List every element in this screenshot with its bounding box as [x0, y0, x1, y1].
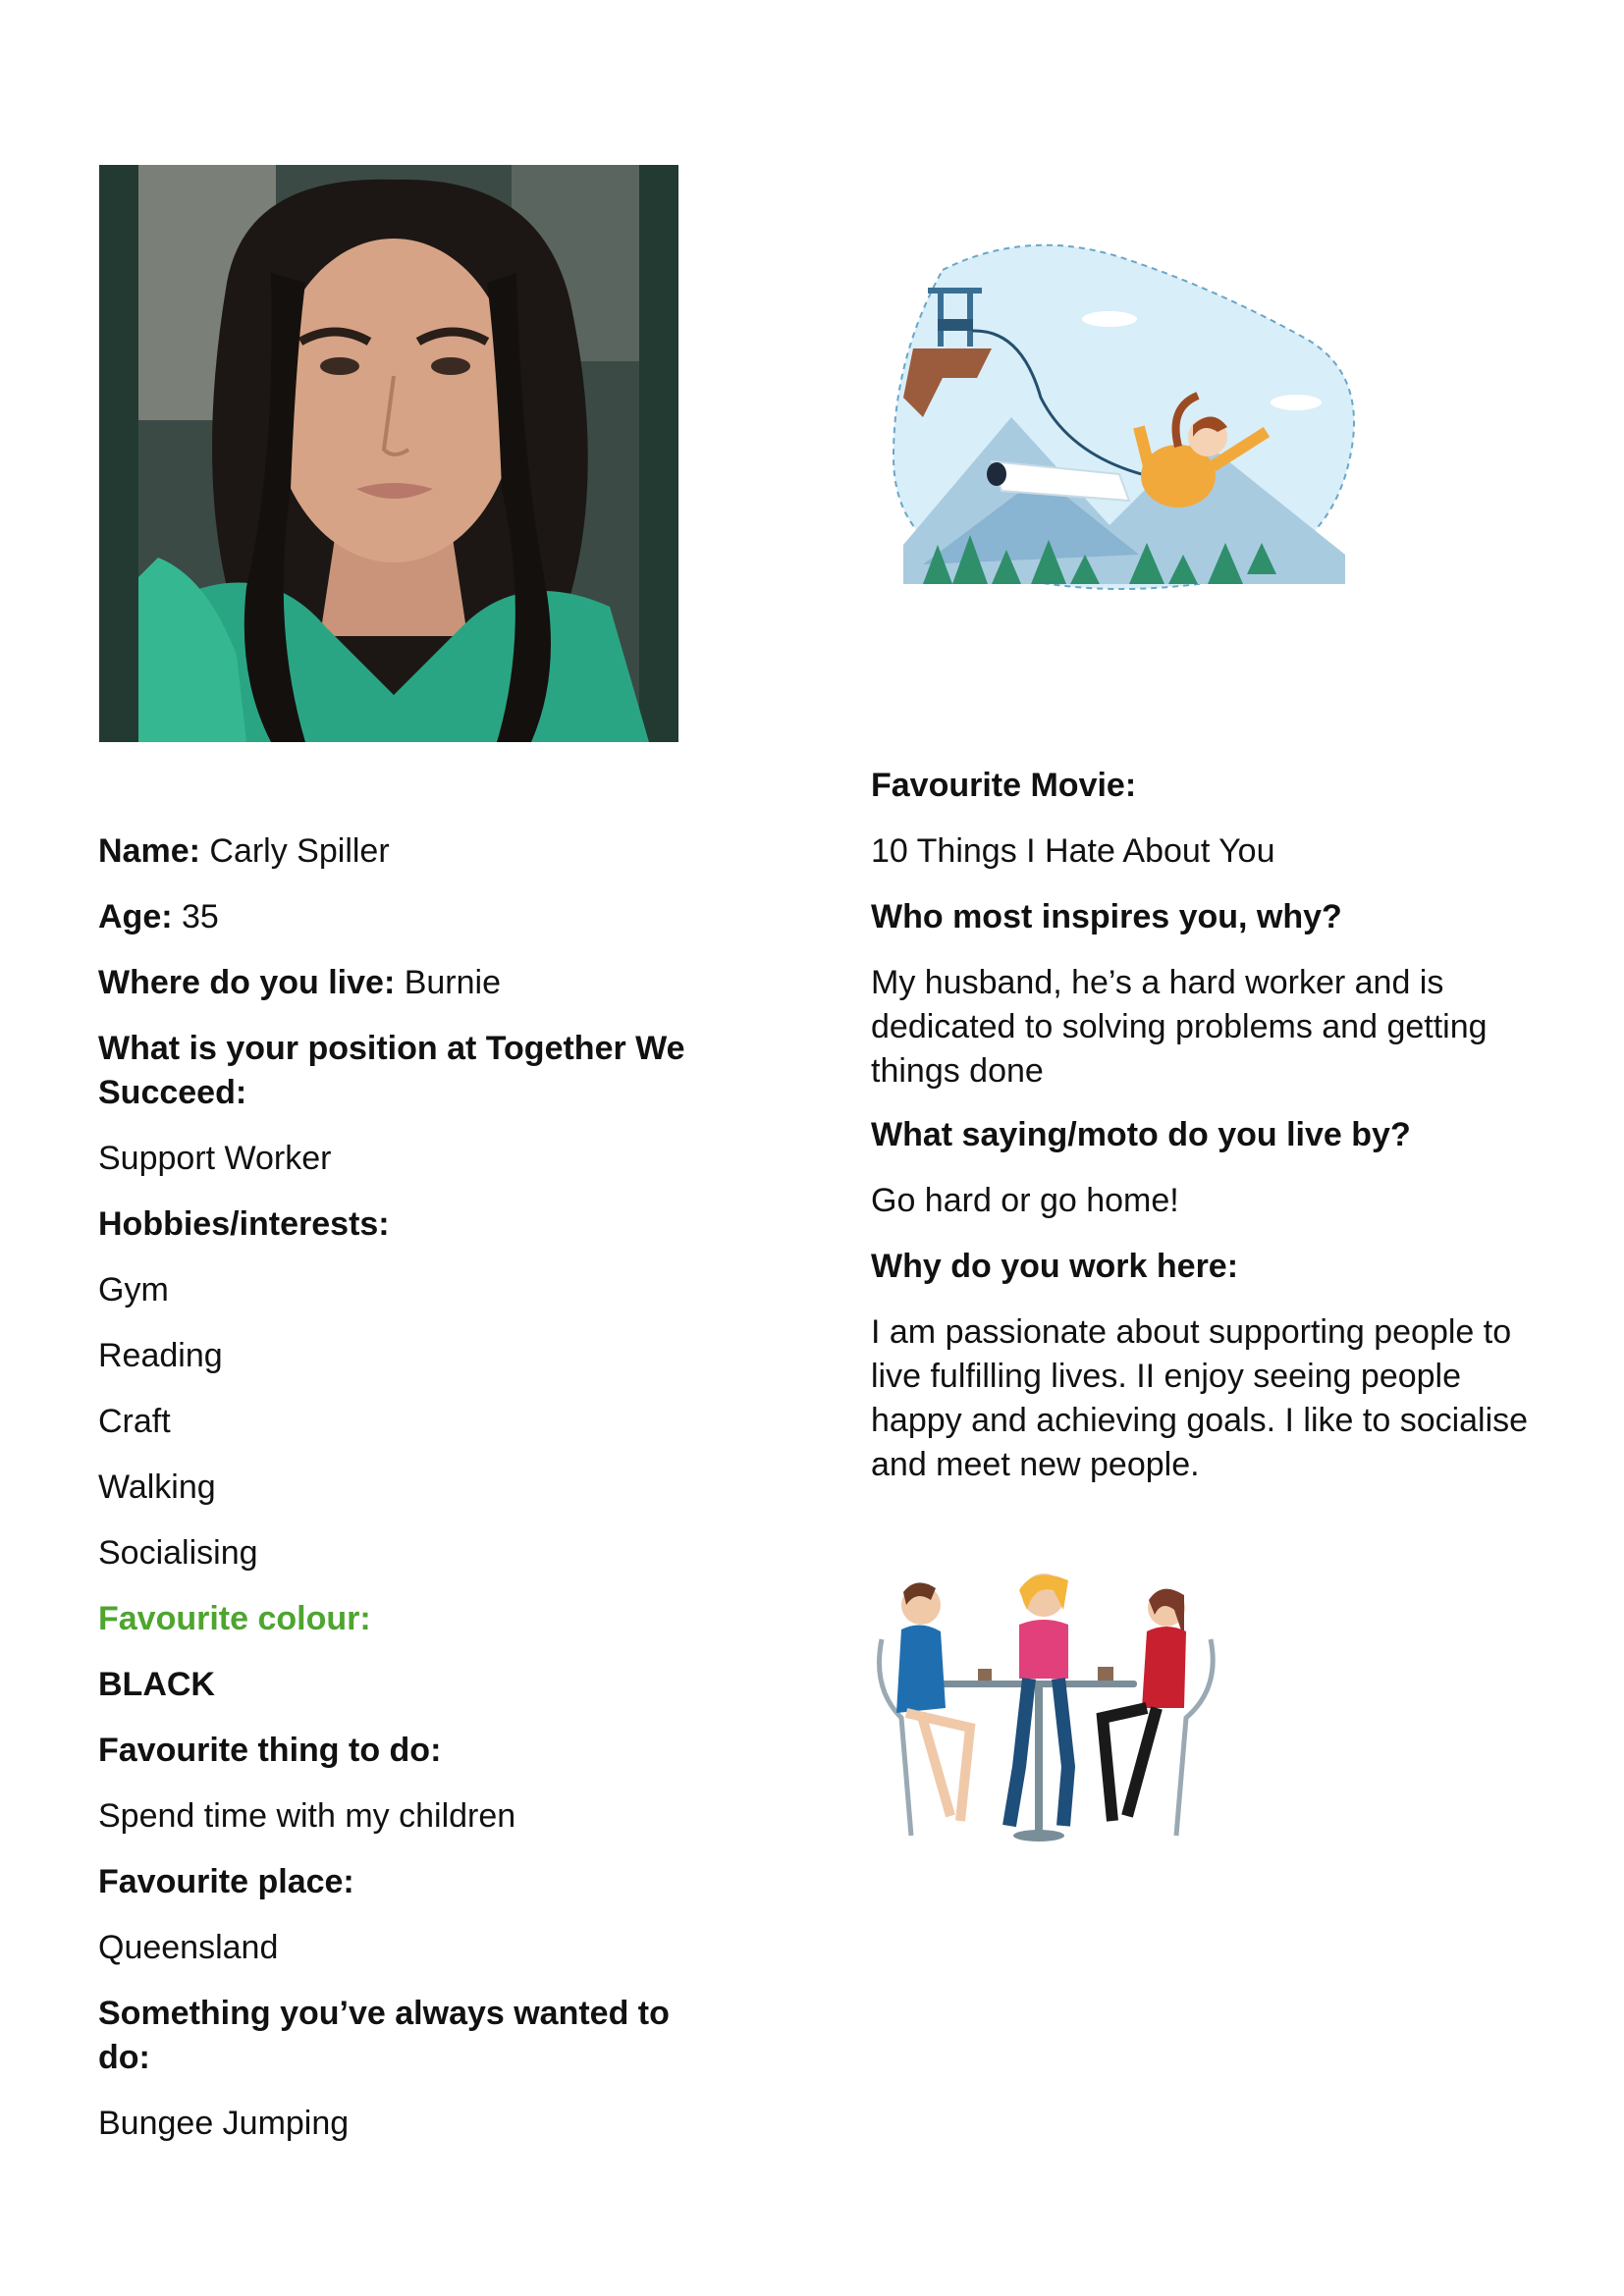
- age-label: Age:: [98, 898, 173, 935]
- inspire-value: My husband, he’s a hard worker and is dedicated to solving problems and getting things done: [871, 964, 1488, 1090]
- hobby-item: Gym: [98, 1271, 169, 1308]
- colour-value: BLACK: [98, 1666, 215, 1703]
- hobby-item: Walking: [98, 1468, 216, 1506]
- hobby-item: Reading: [98, 1337, 223, 1374]
- age-row: [98, 895, 727, 939]
- hobby-item: Socialising: [98, 1534, 258, 1572]
- movie-label: Favourite Movie:: [871, 767, 1137, 804]
- position-label: What is your position at Together We Succeed:: [98, 1030, 685, 1111]
- movie-value: 10 Things I Hate About You: [871, 832, 1275, 870]
- live-value: Burnie: [404, 964, 501, 1001]
- profile-right-column: [871, 764, 1548, 1509]
- profile-photo: [99, 165, 678, 742]
- friends-coffee-illustration: [862, 1571, 1235, 1850]
- bungee-jumping-illustration: [884, 231, 1384, 604]
- name-row: [98, 829, 727, 874]
- why-label: Why do you work here:: [871, 1248, 1239, 1285]
- thing-value: Spend time with my children: [98, 1797, 516, 1835]
- thing-label: Favourite thing to do:: [98, 1732, 442, 1769]
- name-label: Name:: [98, 832, 200, 870]
- hobby-item: Craft: [98, 1403, 171, 1440]
- colour-label: Favourite colour:: [98, 1600, 371, 1637]
- place-value: Queensland: [98, 1929, 279, 1966]
- place-label: Favourite place:: [98, 1863, 354, 1900]
- name-value: Carly Spiller: [209, 832, 390, 870]
- profile-left-column: [98, 829, 727, 2167]
- motto-value: Go hard or go home!: [871, 1182, 1179, 1219]
- inspire-label: Who most inspires you, why?: [871, 898, 1342, 935]
- wanted-value: Bungee Jumping: [98, 2105, 350, 2142]
- live-row: [98, 961, 727, 1005]
- hobbies-label: Hobbies/interests:: [98, 1205, 390, 1243]
- wanted-label: Something you’ve always wanted to do:: [98, 1995, 670, 2076]
- age-value: 35: [182, 898, 219, 935]
- position-value: Support Worker: [98, 1140, 332, 1177]
- why-value: I am passionate about supporting people to live fulfilling lives. II enjoy seeing people happy and achieving goals. I like to socialise and meet new people.: [871, 1313, 1529, 1483]
- live-label: Where do you live:: [98, 964, 396, 1001]
- motto-label: What saying/moto do you live by?: [871, 1116, 1411, 1153]
